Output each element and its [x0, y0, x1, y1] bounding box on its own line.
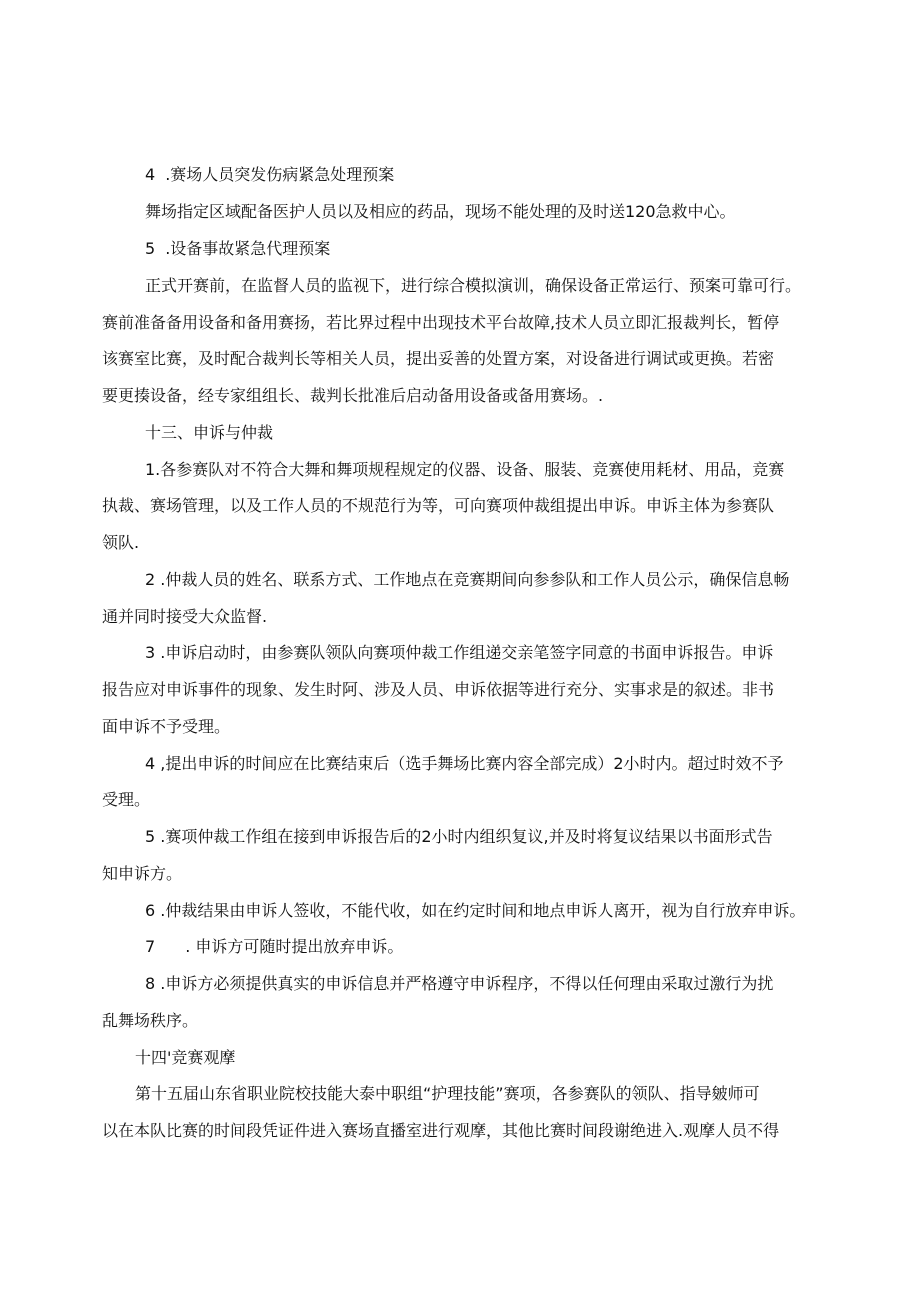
item-8-line: 8 .申诉方必须提供真实的申诉信息并严格遵守申诉程序，不得以任何理由采取过激行为扰 — [145, 974, 774, 993]
item-4-line: 受理。 — [102, 790, 151, 809]
section-4-body: 舞场指定区域配备医护人员以及相应的药品，现场不能处理的及时送120急救中心。 — [145, 202, 736, 221]
item-1-line: 执裁、赛场管理，以及工作人员的不规范行为等，可向赛项仲裁组提出申诉。申诉主体为参赛队 — [102, 496, 775, 515]
item-8-line: 乱舞场秩序。 — [102, 1011, 199, 1030]
item-1-line: 1.各参赛队对不符合大舞和舞项规程规定的仪器、设备、服装、竞赛使用耗材、用品，竞赛 — [145, 460, 785, 479]
section-5-body-line: 要更揍设备，经专家组组长、裁判长批准后启动备用设备或备用赛场。. — [102, 386, 604, 405]
section-4-heading — [145, 165, 394, 185]
item-2-line: 通并同时接受大众监督. — [102, 607, 268, 626]
section-5-body-line: 该赛室比赛，及时配合裁判长等相关人员，提出妥善的处置方案，对设备进行调试或更换。若密 — [102, 349, 775, 368]
item-6-line: 6 .仲裁结果由申诉人签收，不能代收，如在约定时间和地点申诉人离开，视为自行放弃申诉。 — [145, 901, 806, 920]
section-5-body-line: 正式开赛前，在监督人员的监视下，进行综合模拟演训，确保设备正常运行、预案可靠可行。 — [145, 276, 802, 295]
item-3-line: 3 .申诉启动时，由参赛队领队向赛项仲裁工作组递交亲笔签字同意的书面申诉报告。申诉 — [145, 643, 774, 662]
item-5-line: 知申诉方。 — [102, 864, 183, 883]
section-4-title: .赛场人员突发伤病紧急处理预案 — [165, 165, 395, 184]
item-4-line: 4 ,提出申诉的时间应在比赛结束后（选手舞场比赛内容全部完成）2小时内。超过时效不予 — [145, 754, 784, 773]
item-3-line: 面申诉不予受理。 — [102, 717, 231, 736]
item-7-number: 7 — [145, 937, 156, 956]
section-4-number: 4 — [145, 165, 156, 184]
section-5-title: .设备事故紧急代理预案 — [165, 239, 331, 258]
item-2-line: 2 .仲裁人员的姓名、联系方式、工作地点在竞赛期间向参参队和工作人员公示，确保信息畅 — [145, 570, 790, 589]
section-5-heading — [145, 239, 330, 259]
chapter-14-body-line: 第十五届山东省职业院校技能大泰中职组“护理技能”赛项，各参赛队的领队、指导皴师可 — [135, 1084, 760, 1103]
section-5-body-line: 赛前准备备用设备和备用赛扬，若比界过程中出现技术平台故障,技术人员立即汇报裁判长，暂停 — [102, 313, 780, 332]
item-7-text: . 申诉方可随时提出放弃申诉。 — [185, 937, 404, 956]
item-3-line: 报告应对申诉事件的现象、发生时阿、涉及人员、申诉依据等进行充分、实事求是的叙述。非书 — [102, 680, 775, 699]
item-5-line: 5 .赛项仲裁工作组在接到申诉报告后的2小时内组织复议,并及时将复议结果以书面形式告 — [145, 827, 773, 846]
section-5-number: 5 — [145, 239, 156, 258]
chapter-13-title: 十三、申诉与仲裁 — [145, 423, 274, 442]
item-7-line — [145, 937, 403, 957]
chapter-14-body-line: 以在本队比赛的时间段凭证件进入赛场直播室进行观摩，其他比赛时间段谢绝进入.观摩人员不得 — [102, 1121, 780, 1140]
item-1-line: 领队. — [102, 533, 140, 552]
chapter-14-title: 十四'竞赛观摩 — [135, 1048, 236, 1067]
